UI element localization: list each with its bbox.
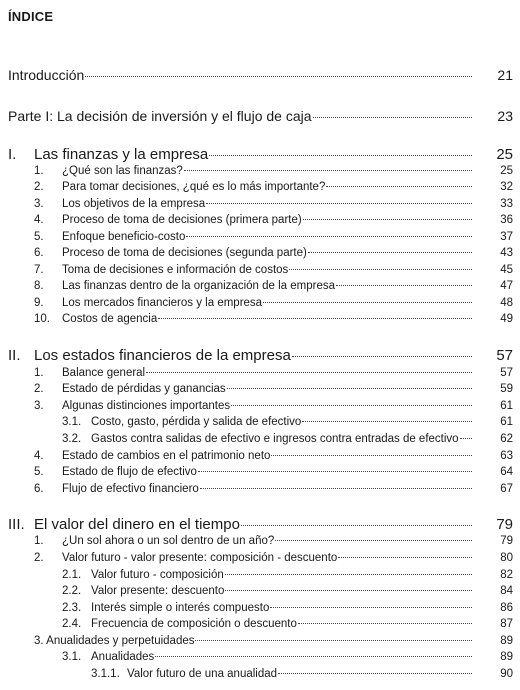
toc-entry-title: Gastos contra salidas de efectivo e ingresos contra entradas de efectivo: [91, 433, 459, 445]
toc-entry-number: 3.: [34, 400, 44, 412]
toc-entry: [0, 313, 520, 325]
dot-leader: [186, 235, 472, 237]
toc-entry-page: 33: [500, 198, 513, 210]
toc-entry-number: 3.1.: [62, 416, 82, 428]
toc-entry-page: 84: [500, 585, 513, 597]
toc-entry-title: Los mercados financieros y la empresa: [62, 297, 263, 309]
toc-entry-title: Las finanzas dentro de la organización de la empresa: [62, 280, 335, 292]
dot-leader: [302, 420, 472, 422]
toc-entry: [0, 264, 520, 276]
dot-leader: [289, 268, 472, 270]
toc-entry-number: 6.: [34, 247, 44, 259]
toc-entry: [0, 347, 520, 364]
toc-entry: [0, 651, 520, 663]
toc-entry-title: Proceso de toma de decisiones (primera parte): [62, 214, 302, 226]
dot-leader: [313, 116, 472, 118]
toc-entry: [0, 585, 520, 597]
toc-entry-page: 79: [500, 535, 513, 547]
toc-entry-title: Enfoque beneficio-costo: [62, 231, 186, 243]
toc-entry-number: 10.: [34, 313, 50, 325]
toc-entry-page: 21: [497, 67, 513, 83]
dot-leader: [206, 202, 472, 204]
toc-entry-number: 3.1.1.: [91, 668, 120, 680]
toc-entry: [0, 618, 520, 630]
toc-entry-title: Valor futuro - valor presente: composición - descuento: [62, 552, 338, 564]
toc-entry-title: Frecuencia de composición o descuento: [91, 618, 297, 630]
toc-entry: [0, 516, 520, 533]
toc-entry: [0, 383, 520, 395]
toc-entry-number: 2.: [34, 552, 44, 564]
dot-leader: [338, 556, 472, 558]
toc-entry-number: 4.: [34, 450, 44, 462]
toc-entry-title: Los objetivos de la empresa: [62, 198, 206, 210]
toc-entry-title: Estado de cambios en el patrimonio neto: [62, 450, 271, 462]
toc-entry: [0, 247, 520, 259]
toc-entry: [0, 367, 520, 379]
toc-entry-number: 2.3.: [62, 602, 82, 614]
dot-leader: [460, 437, 472, 439]
toc-entry-number: 6.: [34, 483, 44, 495]
dot-leader: [231, 404, 472, 406]
dot-leader: [158, 317, 472, 319]
toc-entry: [0, 67, 520, 83]
toc-entry-title: Proceso de toma de decisiones (segunda parte): [62, 247, 307, 259]
toc-entry: [0, 400, 520, 412]
toc-entry-page: 61: [500, 416, 513, 428]
toc-entry-page: 25: [496, 146, 513, 163]
toc-entry-page: 36: [500, 214, 513, 226]
toc-entry-title: Los estados financieros de la empresa: [34, 347, 291, 364]
toc-entry-page: 62: [500, 433, 513, 445]
dot-leader: [336, 284, 472, 286]
toc-entry-title: Anualidades: [91, 651, 155, 663]
toc-entry-title: Valor futuro - composición: [91, 569, 224, 581]
toc-entry-title: Balance general: [62, 367, 146, 379]
toc-entry-page: 87: [500, 618, 513, 630]
toc-entry-number: 5.: [34, 466, 44, 478]
toc-entry-title: Introducción: [8, 67, 85, 83]
toc-entry-title: 3. Anualidades y perpetuidades: [34, 635, 195, 647]
toc-entry-number: 4.: [34, 214, 44, 226]
dot-leader: [298, 622, 472, 624]
toc-entry-number: 2.: [34, 383, 44, 395]
dot-leader: [225, 573, 472, 575]
toc-entry-title: Flujo de efectivo financiero: [62, 483, 199, 495]
dot-leader: [200, 487, 472, 489]
dot-leader: [271, 454, 472, 456]
dot-leader: [198, 470, 472, 472]
toc-entry-number: III.: [8, 516, 25, 533]
toc-entry: [0, 280, 520, 292]
toc-entry-title: Las finanzas y la empresa: [34, 146, 209, 163]
toc-entry-number: 5.: [34, 231, 44, 243]
toc-entry-page: 82: [500, 569, 513, 581]
toc-entry-page: 23: [497, 108, 513, 124]
toc-entry-number: 2.: [34, 181, 44, 193]
dot-leader: [326, 185, 472, 187]
toc-entry-page: 90: [500, 668, 513, 680]
toc-entry-page: 89: [500, 651, 513, 663]
toc-entry: [0, 483, 520, 495]
toc-entry: [0, 602, 520, 614]
toc-entry-page: 25: [500, 165, 513, 177]
toc-entry-number: II.: [8, 347, 21, 364]
toc-entry-page: 48: [500, 297, 513, 309]
toc-entry-title: Valor futuro de una anualidad: [127, 668, 278, 680]
dot-leader: [209, 154, 472, 156]
toc-entry-title: Estado de flujo de efectivo: [62, 466, 197, 478]
toc-entry: [0, 181, 520, 193]
toc-entry-page: 37: [500, 231, 513, 243]
toc-entry: [0, 231, 520, 243]
toc-entry-title: Valor presente: descuento: [91, 585, 225, 597]
toc-entry-number: 3.: [34, 198, 44, 210]
dot-leader: [225, 589, 472, 591]
toc-entry: [0, 165, 520, 177]
dot-leader: [146, 371, 472, 373]
toc-entry-page: 57: [500, 367, 513, 379]
toc-entry-number: 2.4.: [62, 618, 82, 630]
toc-entry-page: 67: [500, 483, 513, 495]
toc-entry: [0, 535, 520, 547]
dot-leader: [270, 606, 472, 608]
toc-entry: [0, 668, 520, 680]
toc-entry: [0, 466, 520, 478]
toc-entry-page: 89: [500, 635, 513, 647]
toc-entry-number: 2.2.: [62, 585, 82, 597]
dot-leader: [195, 639, 472, 641]
toc-entry-title: Costos de agencia: [62, 313, 158, 325]
toc-entry-number: 7.: [34, 264, 44, 276]
toc-entry: [0, 198, 520, 210]
toc-entry-number: 2.1.: [62, 569, 82, 581]
toc-entry-title: El valor del dinero en el tiempo: [34, 516, 240, 533]
toc-entry-page: 64: [500, 466, 513, 478]
dot-leader: [241, 524, 472, 526]
toc-entry: [0, 108, 520, 124]
dot-leader: [263, 301, 472, 303]
toc-entry-title: Toma de decisiones e información de costos: [62, 264, 289, 276]
toc-entry-number: 3.1.: [62, 651, 82, 663]
toc-entry: [0, 450, 520, 462]
toc-entry-number: 1.: [34, 165, 44, 177]
dot-leader: [85, 75, 472, 77]
toc-entry-page: 80: [500, 552, 513, 564]
toc-entry-page: 63: [500, 450, 513, 462]
dot-leader: [155, 655, 472, 657]
toc-entry-page: 59: [500, 383, 513, 395]
toc-entry: [0, 552, 520, 564]
index-title: ÍNDICE: [8, 9, 54, 24]
toc-entry-number: 8.: [34, 280, 44, 292]
toc-entry-title: ¿Un sol ahora o un sol dentro de un año?: [62, 535, 275, 547]
toc-entry-page: 49: [500, 313, 513, 325]
toc-entry-page: 45: [500, 264, 513, 276]
toc-entry-page: 32: [500, 181, 513, 193]
toc-entry-title: Parte I: La decisión de inversión y el flujo de caja: [8, 108, 312, 124]
toc-entry: [0, 297, 520, 309]
toc-entry: [0, 433, 520, 445]
toc-entry: [0, 416, 520, 428]
toc-entry-page: 57: [496, 347, 513, 364]
toc-entry-number: I.: [8, 146, 17, 163]
toc-entry-title: Costo, gasto, pérdida y salida de efectivo: [91, 416, 302, 428]
toc-entry-title: Estado de pérdidas y ganancias: [62, 383, 226, 395]
toc-entry-page: 86: [500, 602, 513, 614]
toc-entry: [0, 146, 520, 163]
dot-leader: [275, 539, 472, 541]
toc-entry-page: 43: [500, 247, 513, 259]
toc-entry-number: 9.: [34, 297, 44, 309]
toc-entry-number: 1.: [34, 535, 44, 547]
toc-entry-title: Para tomar decisiones, ¿qué es lo más importante?: [62, 181, 326, 193]
toc-entry-number: 3.2.: [62, 433, 82, 445]
toc-entry: [0, 214, 520, 226]
toc-entry: [0, 569, 520, 581]
toc-entry-page: 47: [500, 280, 513, 292]
toc-entry-page: 79: [496, 516, 513, 533]
dot-leader: [184, 169, 472, 171]
toc-entry-title: Algunas distinciones importantes: [62, 400, 231, 412]
toc-entry-title: ¿Qué son las finanzas?: [62, 165, 183, 177]
dot-leader: [278, 672, 472, 674]
dot-leader: [227, 387, 472, 389]
dot-leader: [308, 251, 472, 253]
toc-entry-page: 61: [500, 400, 513, 412]
toc-entry-number: 1.: [34, 367, 44, 379]
toc-entry-title: Interés simple o interés compuesto: [91, 602, 270, 614]
dot-leader: [292, 355, 472, 357]
dot-leader: [303, 218, 472, 220]
toc-entry: [0, 635, 520, 647]
